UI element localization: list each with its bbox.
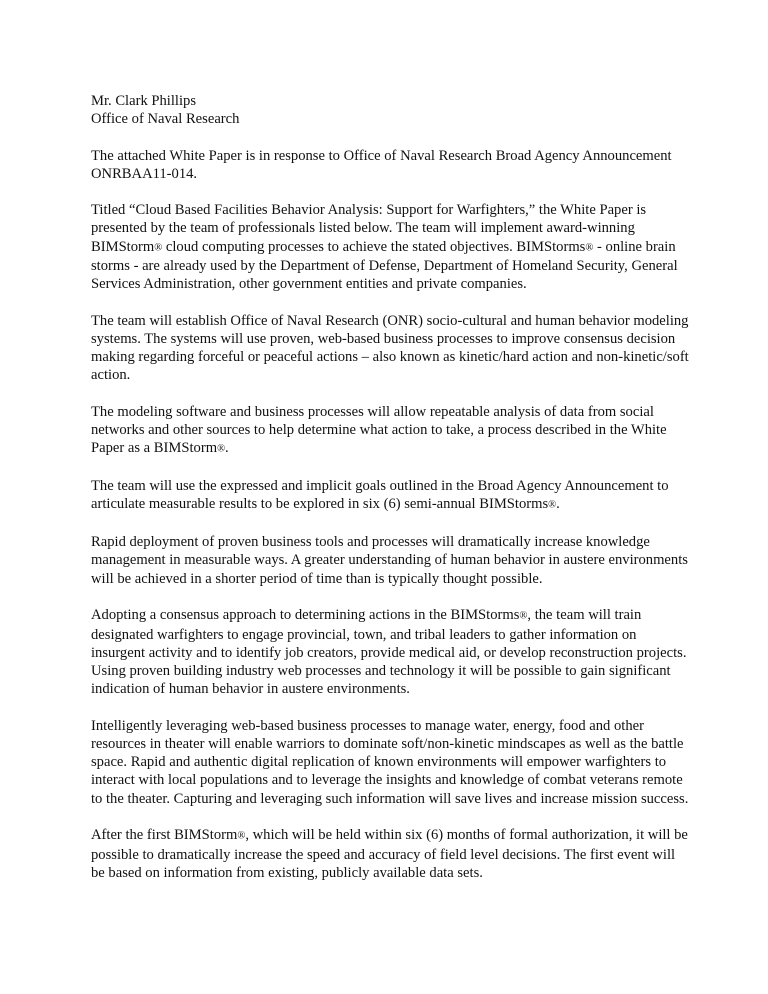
registered-mark: ®: [548, 499, 557, 511]
registered-mark: ®: [237, 830, 246, 842]
paragraph-onr-systems: The team will establish Office of Naval Research (ONR) socio-cultural and human behavior modeling systems. The systems will use proven, web-based business processes to improve consensus decision making regarding forceful or peaceful actions – also known as kinetic/hard action and non-kinetic/soft action.: [91, 312, 689, 384]
addressee-name: Mr. Clark Phillips: [91, 93, 197, 109]
addressee-organization: Office of Naval Research: [91, 111, 240, 128]
paragraph-title: Titled “Cloud Based Facilities Behavior Analysis: Support for Warfighters,” the White Paper is presented by the team of professionals listed below. The team will implement award-winning BIMStorm® cloud computing processes to achieve the stated objectives. BIMStorms® - online brain storms - are already used by the Department of Defense, Department of Homeland Security, General Services Administration, other government entities and private companies.: [91, 202, 678, 293]
paragraph-goals: The team will use the expressed and implicit goals outlined in the Broad Agency Announcement to articulate measurable results to be explored in six (6) semi-annual BIMStorms®.: [91, 478, 669, 513]
letter-page: [91, 92, 691, 900]
registered-mark: ®: [519, 610, 528, 622]
paragraph-first-bimstorm: After the first BIMStorm®, which will be held within six (6) months of formal authorization, it will be possible to dramatically increase the speed and accuracy of field level decisions. The first event will be based on information from existing, publicly available data sets.: [91, 826, 688, 881]
registered-mark: ®: [217, 443, 226, 455]
paragraph-modeling-software: The modeling software and business processes will allow repeatable analysis of data from social networks and other sources to help determine what action to take, a process described in the White Paper as a BIMStorm®.: [91, 403, 667, 457]
paragraph-rapid-deployment: Rapid deployment of proven business tools and processes will dramatically increase knowledge management in measurable ways. A greater understanding of human behavior in austere environments will be achieved in a shorter period of time than is typically thought possible.: [91, 534, 688, 587]
registered-mark: ®: [154, 242, 163, 254]
registered-mark: ®: [585, 242, 594, 254]
addressee-block: [91, 92, 691, 128]
paragraph-intro: The attached White Paper is in response to Office of Naval Research Broad Agency Announcement ONRBAA11-014.: [91, 147, 672, 182]
paragraph-leveraging: Intelligently leveraging web-based business processes to manage water, energy, food and other resources in theater will enable warriors to dominate soft/non-kinetic mindscapes as well as the battle space. Rapid and authentic digital replication of known environments will empower warfighters to interact with local populations and to leverage the insights and knowledge of combat veterans remote to the theater. Capturing and leveraging such information will save lives and increase mission success.: [91, 717, 689, 807]
paragraph-consensus: Adopting a consensus approach to determining actions in the BIMStorms®, the team will train designated warfighters to engage provincial, town, and tribal leaders to gather information on insurgent activity and to identify job creators, provide medical aid, or develop reconstruction projects. Using proven building industry web processes and technology it will be possible to gain significant indication of human behavior in austere environments.: [91, 607, 687, 698]
